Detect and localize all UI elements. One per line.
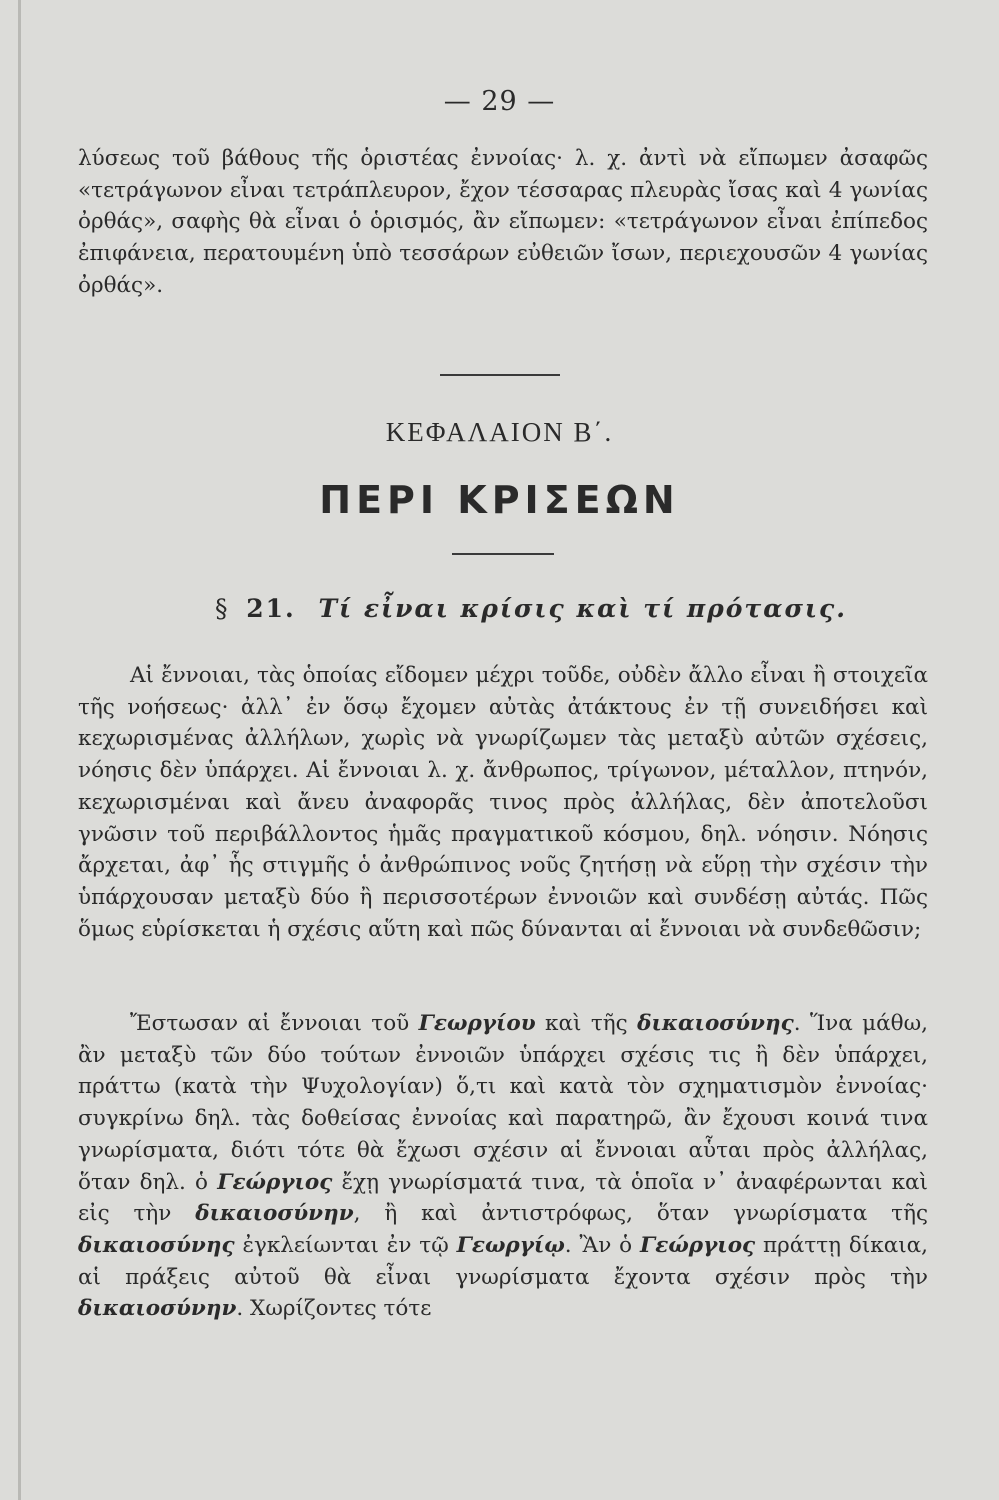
paragraph-2 [78, 660, 928, 945]
divider-bottom [452, 553, 554, 555]
chapter-title: ΠΕΡΙ ΚΡΙΣΕΩΝ [319, 478, 680, 522]
paragraph-continued [78, 143, 928, 302]
section-title: Τί εἶναι κρίσις καὶ τί πρότασις. [318, 594, 847, 623]
chapter-label: ΚΕΦΑΛΑΙΟΝ Β΄. [385, 417, 614, 447]
text-run: Ἔστωσαν αἱ ἔννοιαι τοῦ [130, 1011, 419, 1036]
emphasis-dikaiosynin: δικαιοσύνην [78, 1296, 237, 1322]
emphasis-dikaiosynis: δικαιοσύνης [78, 1232, 235, 1258]
page-spine-edge [18, 0, 21, 1500]
text-run: ἐγκλείωνται ἐν τῷ [234, 1232, 457, 1258]
text-run: , ἢ καὶ ἀντιστρόφως, ὅταν γνωρίσματα τῆς [353, 1201, 928, 1227]
paragraph-1-text: λύσεως τοῦ βάθους τῆς ὁριστέας ἐννοίας· λ. χ. ἀντὶ νὰ εἴπωμεν ἀσαφῶς «τετράγωνον εἶναι τετράπλευρον, ἔχον τέσσαρας πλευρὰς ἴσας καὶ 4 γωνίας ὀρθάς», σαφὴς θὰ εἶναι ὁ ὁρισμός, ἂν εἴπωμεν: «τετράγωνον εἶναι ἐπίπεδος ἐπιφάνεια, περατουμένη ὑπὸ τεσσάρων εὐθειῶν ἴσων, περιεχουσῶν 4 γωνίας ὀρθάς». [78, 146, 928, 298]
emphasis-dikaiosynin: δικαιοσύνην [195, 1201, 354, 1227]
text-run: πράττῃ δίκαια, αἱ πράξεις αὐτοῦ θὰ εἶναι γνωρίσματα ἔχοντα σχέσιν πρὸς τὴν [78, 1232, 928, 1290]
section-symbol: § [215, 594, 230, 623]
text-run: . Ἂν ὁ [564, 1232, 640, 1258]
text-run: . Χωρίζοντες τότε [236, 1296, 432, 1322]
paragraph-3-text [78, 1008, 928, 1325]
emphasis-georgiou: Γεωργίου [418, 1011, 536, 1036]
text-run: καὶ τῆς [535, 1011, 638, 1036]
paragraph-2-text: Αἱ ἔννοιαι, τὰς ὁποίας εἴδομεν μέχρι τοῦδε, οὐδὲν ἄλλο εἶναι ἢ στοιχεῖα τῆς νοήσεως· ἀλλ᾽ ἐν ὅσῳ ἔχομεν αὐτὰς ἀτάκτους ἐν τῇ συνειδήσει καὶ κεχωρισμένας ἀλλήλων, χωρὶς νὰ γνωρίζωμεν τὰς μεταξὺ αὐτῶν σχέσεις, νόησις δὲν ὑπάρχει. Αἱ ἔννοιαι λ. χ. ἄνθρωπος, τρίγωνον, μέταλλον, πτηνόν, κεχωρισμέναι καὶ ἄνευ ἀναφορᾶς τινος πρὸς ἀλλήλας, δὲν ἀποτελοῦσι γνῶσιν τοῦ περιβάλλοντος ἡμᾶς πραγματικοῦ κόσμου, δηλ. νόησιν. Νόησις ἄρχεται, ἀφ᾽ ἧς στιγμῆς ὁ ἀνθρώπινος νοῦς ζητήσῃ νὰ εὕρῃ τὴν σχέσιν τὴν ὑπάρχουσαν μεταξὺ δύο ἢ περισσοτέρων ἐννοιῶν καὶ συνδέσῃ αὐτάς. Πῶς ὅμως εὑρίσκεται ἡ σχέσις αὕτη καὶ πῶς δύνανται αἱ ἔννοιαι νὰ συνδεθῶσιν; [78, 663, 928, 942]
text-run: ἔχῃ γνωρίσματά τινα, τὰ ὁποῖα ν᾽ ἀναφέρωνται καὶ εἰς τὴν [78, 1169, 928, 1227]
section-heading [215, 594, 847, 623]
emphasis-georgio: Γεωργίῳ [456, 1232, 565, 1258]
emphasis-georgios: Γεώργιος [217, 1169, 333, 1195]
emphasis-dikaiosynis: δικαιοσύνης [637, 1011, 794, 1036]
emphasis-georgios: Γεώργιος [640, 1232, 756, 1258]
text-run: . Ἵνα μάθω, ἂν μεταξὺ τῶν δύο τούτων ἐννοιῶν ὑπάρχει σχέσις τις ἢ δὲν ὑπάρχει, πράττω (κατὰ τὴν Ψυχολογίαν) ὅ,τι καὶ κατὰ τὸν σχηματισμὸν ἐννοίας· συγκρίνω δηλ. τὰς δοθείσας ἐννοίας καὶ παρατηρῶ, ἂν ἔχουσι κοινά τινα γνωρίσματα, διότι τότε θὰ ἔχωσι σχέσιν αἱ ἔννοιαι αὗται πρὸς ἀλλήλας, ὅταν δηλ. ὁ [78, 1011, 928, 1195]
page-number: — 29 — [443, 86, 556, 117]
section-number: 21. [246, 594, 296, 623]
divider-top [440, 374, 560, 376]
paragraph-3 [78, 1008, 928, 1325]
